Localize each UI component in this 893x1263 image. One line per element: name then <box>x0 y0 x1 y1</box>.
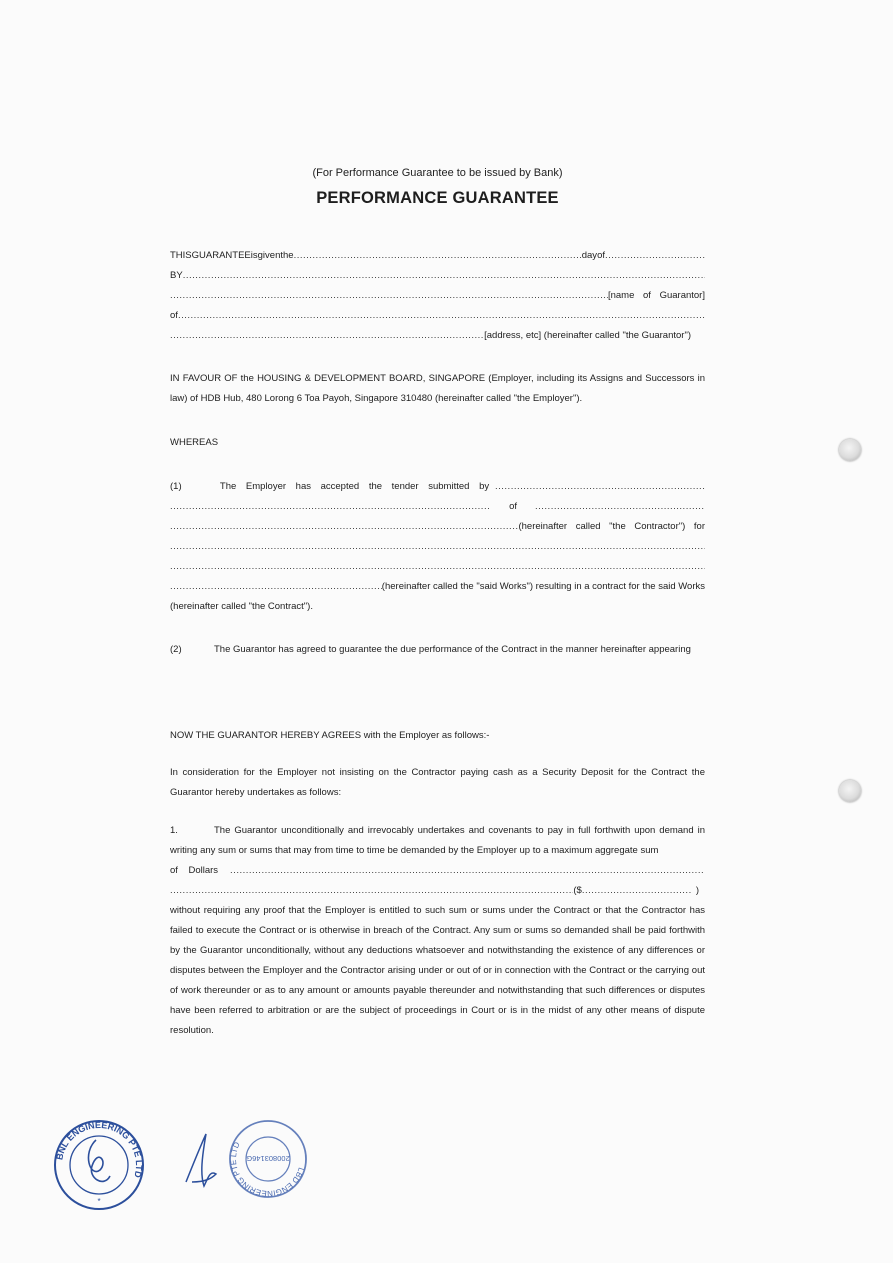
intro-section <box>170 246 705 346</box>
intro-line-4 <box>170 306 705 326</box>
intro-word: given <box>257 250 281 261</box>
tenderer-blank-2 <box>170 497 491 517</box>
company-seal-left <box>52 1118 146 1212</box>
seal-right-text: LBD ENGINEERING PTE LTD <box>228 1140 306 1199</box>
document-title: PERFORMANCE GUARANTEE <box>316 189 559 207</box>
signature-mark <box>186 1134 216 1186</box>
clause-1 <box>170 477 705 617</box>
by-blank <box>183 266 705 286</box>
clause-1-line-5 <box>170 557 705 577</box>
clause-1-contract: (hereinafter called "the Contract"). <box>170 601 313 612</box>
by-label: BY <box>170 270 183 281</box>
intro-word: GUARANTEE <box>191 250 251 261</box>
punch-hole <box>839 439 861 461</box>
amount-close: ) <box>695 885 699 896</box>
svg-text:*: * <box>97 1197 101 1206</box>
works-blank-1 <box>170 537 705 557</box>
intro-line-1 <box>170 246 705 266</box>
signature-and-seal-right <box>180 1112 315 1207</box>
clause-1-line-1 <box>170 477 705 497</box>
whereas-heading: WHEREAS <box>170 437 219 448</box>
intro-word: of <box>597 250 605 261</box>
intro-line-2 <box>170 266 705 286</box>
tenderer-blank <box>495 477 705 497</box>
clause-1-line-3 <box>170 517 705 537</box>
consideration-paragraph: In consideration for the Employer not insisting on the Contractor paying cash as a Security Deposit for the Contract the Guarantor hereby undertakes as follows: <box>170 767 705 798</box>
works-blank-2 <box>170 557 705 577</box>
intro-word: the <box>280 250 294 261</box>
item-1-amount-line <box>170 881 705 901</box>
item-1-lead <box>170 821 705 861</box>
guarantor-name-blank <box>170 286 608 306</box>
intro-word: is <box>250 250 258 261</box>
item-1-rest: without requiring any proof that the Employer is entitled to such sum or sums under the Contract or that the Contractor has failed to execute the Contract or is otherwise in breach of the Contract. Any sum or sums so demanded shall be paid forthwith by the Guarantor unconditionally, without any deductions whatsoever and notwithstanding the existence of any differences or disputes between the Employer and the Contractor arising under or out of or in connection with the Contract or the carrying out of work thereunder or as to any amount or amounts payable thereunder and notwithstanding that such differences or disputes have been referred to arbitration or are the subject of proceedings in Court or is in the midst of any other means of dispute resolution. <box>170 905 705 1036</box>
intro-line-3 <box>170 286 705 306</box>
of-label: of <box>170 310 178 321</box>
month-blank <box>605 246 705 266</box>
clause-1-line-2 <box>170 497 705 517</box>
agrees-heading: NOW THE GUARANTOR HEREBY AGREES with the Employer as follows:- <box>170 730 490 741</box>
address-blank <box>170 326 484 346</box>
said-works-label: (hereinafter called the "said Works") resulting in a contract for the said Works <box>381 581 705 592</box>
item-1-number: 1. <box>170 825 178 836</box>
clause-2-text: The Guarantor has agreed to guarantee the due performance of the Contract in the manner hereinafter appearing <box>214 644 691 655</box>
clause-1-lead: The Employer has accepted the tender submitted by <box>219 481 490 492</box>
item-1 <box>170 821 705 1041</box>
in-favour-paragraph: IN FAVOUR OF the HOUSING & DEVELOPMENT BOARD, SINGAPORE (Employer, including its Assigns and Successors in law) of HDB Hub, 480 Lorong 6 Toa Payoh, Singapore 310480 (hereinafter called "the Employer"). <box>170 373 705 404</box>
of-dollars-label: of Dollars <box>170 865 219 876</box>
clause-2-number: (2) <box>170 644 182 655</box>
name-guarantor-label: [name of Guarantor] <box>607 290 705 301</box>
document-subtitle: (For Performance Guarantee to be issued by Bank) <box>312 167 563 179</box>
item-1-text: The Guarantor unconditionally and irrevocably undertakes and covenants to pay in full forthwith upon demand in writing any sum or sums that may from time to time be demanded by the Employer up to a maximum aggregate sum <box>170 825 705 856</box>
punch-hole <box>839 780 861 802</box>
day-blank <box>294 246 582 266</box>
amount-open: ($ <box>573 885 582 896</box>
of-blank <box>178 306 705 326</box>
clause-1-line-4 <box>170 537 705 557</box>
intro-word: day <box>581 250 598 261</box>
address-label: [address, etc] (hereinafter called "the Guarantor") <box>484 330 691 341</box>
item-1-dollars-line <box>170 861 705 881</box>
amount-figure-blank <box>582 881 692 901</box>
works-blank-3 <box>170 577 382 597</box>
contractor-label: (hereinafter called "the Contractor") for <box>518 521 705 532</box>
amount-words-blank-2 <box>170 881 573 901</box>
clause-1-line-6 <box>170 577 705 597</box>
intro-word: THIS <box>170 250 192 261</box>
seal-right-reg: 200803146G <box>246 1154 290 1163</box>
clause-2 <box>170 640 705 660</box>
tenderer-address-blank <box>535 497 705 517</box>
contractor-blank <box>170 517 518 537</box>
clause-1-number: (1) <box>170 481 182 492</box>
intro-line-5 <box>170 326 705 346</box>
amount-words-blank-1 <box>230 861 705 881</box>
svg-text:LBD ENGINEERING PTE LTD <box>229 1140 306 1198</box>
clause-1-of: of <box>509 501 517 512</box>
seal-left-text: BNL ENGINEERING PTE LTD <box>54 1119 145 1179</box>
